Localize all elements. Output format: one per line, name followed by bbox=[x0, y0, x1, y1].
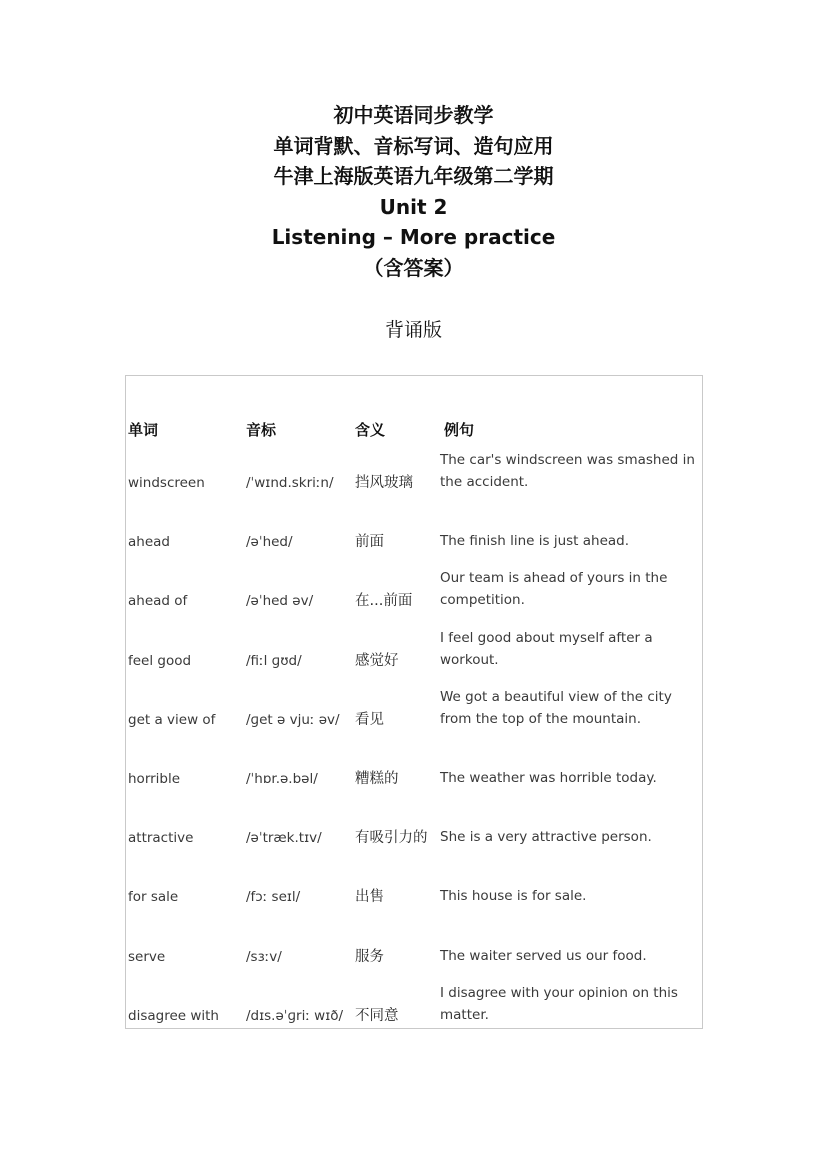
meaning-cell: 不同意 bbox=[355, 1008, 399, 1024]
ipa-cell: /əˈhed/ bbox=[246, 534, 293, 550]
ipa-cell: /əˈhed əv/ bbox=[246, 593, 314, 609]
ipa-cell: /fiːl ɡʊd/ bbox=[246, 653, 302, 669]
meaning-cell: 服务 bbox=[355, 949, 384, 965]
table-row bbox=[126, 803, 702, 853]
title-line-6: （含答案） bbox=[363, 255, 464, 280]
example-cell: We got a beautiful view of the city from the top of the mountain. bbox=[440, 689, 672, 727]
example-cell: I feel good about myself after a workout. bbox=[440, 630, 653, 668]
title-line-5: Listening – More practice bbox=[271, 225, 556, 249]
header-meaning: 含义 bbox=[355, 421, 386, 439]
word-cell: attractive bbox=[128, 830, 194, 846]
example-cell: Our team is ahead of yours in the competition. bbox=[440, 570, 668, 608]
word-cell: disagree with bbox=[128, 1008, 219, 1024]
table-row bbox=[126, 507, 702, 557]
meaning-cell: 糟糕的 bbox=[355, 771, 399, 787]
title-line-1: 初中英语同步教学 bbox=[333, 103, 494, 127]
table-row bbox=[126, 862, 702, 912]
word-cell: feel good bbox=[128, 653, 192, 669]
header-ipa: 音标 bbox=[246, 421, 277, 439]
meaning-cell: 在...前面 bbox=[355, 593, 413, 609]
table-row bbox=[126, 566, 702, 616]
title-line-4: Unit 2 bbox=[379, 194, 448, 219]
table-row bbox=[126, 626, 702, 676]
example-cell: The car's windscreen was smashed in the accident. bbox=[440, 452, 695, 490]
ipa-cell: /ɡet ə vjuː əv/ bbox=[246, 712, 340, 728]
vocabulary-table bbox=[125, 375, 703, 1029]
meaning-cell: 感觉好 bbox=[355, 653, 399, 669]
ipa-cell: /dɪs.əˈɡriː wɪð/ bbox=[246, 1008, 344, 1024]
header-example: 例句 bbox=[444, 421, 475, 439]
meaning-cell: 前面 bbox=[355, 534, 384, 550]
example-cell: She is a very attractive person. bbox=[440, 829, 652, 845]
word-cell: ahead bbox=[128, 534, 170, 550]
header-word: 单词 bbox=[128, 421, 159, 439]
example-cell: The weather was horrible today. bbox=[440, 770, 657, 786]
ipa-cell: /ˈwɪnd.skriːn/ bbox=[246, 475, 334, 491]
document-title bbox=[0, 100, 827, 283]
word-cell: ahead of bbox=[128, 593, 188, 609]
word-cell: windscreen bbox=[128, 475, 205, 491]
example-cell: The finish line is just ahead. bbox=[440, 533, 630, 549]
example-cell: The waiter served us our food. bbox=[440, 948, 647, 964]
table-row bbox=[126, 448, 702, 498]
example-cell: I disagree with your opinion on this matter. bbox=[440, 985, 678, 1023]
version-subtitle: 背诵版 bbox=[384, 319, 442, 341]
meaning-cell: 挡风玻璃 bbox=[355, 475, 413, 491]
ipa-cell: /fɔː seɪl/ bbox=[246, 889, 301, 905]
example-cell: This house is for sale. bbox=[440, 888, 587, 904]
table-row bbox=[126, 744, 702, 794]
title-line-3: 牛津上海版英语九年级第二学期 bbox=[273, 164, 554, 188]
ipa-cell: /ˈhɒr.ə.bəl/ bbox=[246, 771, 318, 787]
meaning-cell: 出售 bbox=[355, 889, 384, 905]
ipa-cell: /əˈtræk.tɪv/ bbox=[246, 830, 322, 846]
meaning-cell: 看见 bbox=[355, 712, 384, 728]
title-line-2: 单词背默、音标写词、造句应用 bbox=[273, 133, 554, 158]
word-cell: get a view of bbox=[128, 712, 216, 728]
table-row bbox=[126, 685, 702, 735]
table-row bbox=[126, 981, 702, 1031]
word-cell: horrible bbox=[128, 771, 181, 787]
table-row bbox=[126, 922, 702, 972]
word-cell: for sale bbox=[128, 889, 179, 905]
meaning-cell: 有吸引力的 bbox=[355, 830, 428, 846]
ipa-cell: /sɜːv/ bbox=[246, 949, 282, 965]
word-cell: serve bbox=[128, 949, 166, 965]
